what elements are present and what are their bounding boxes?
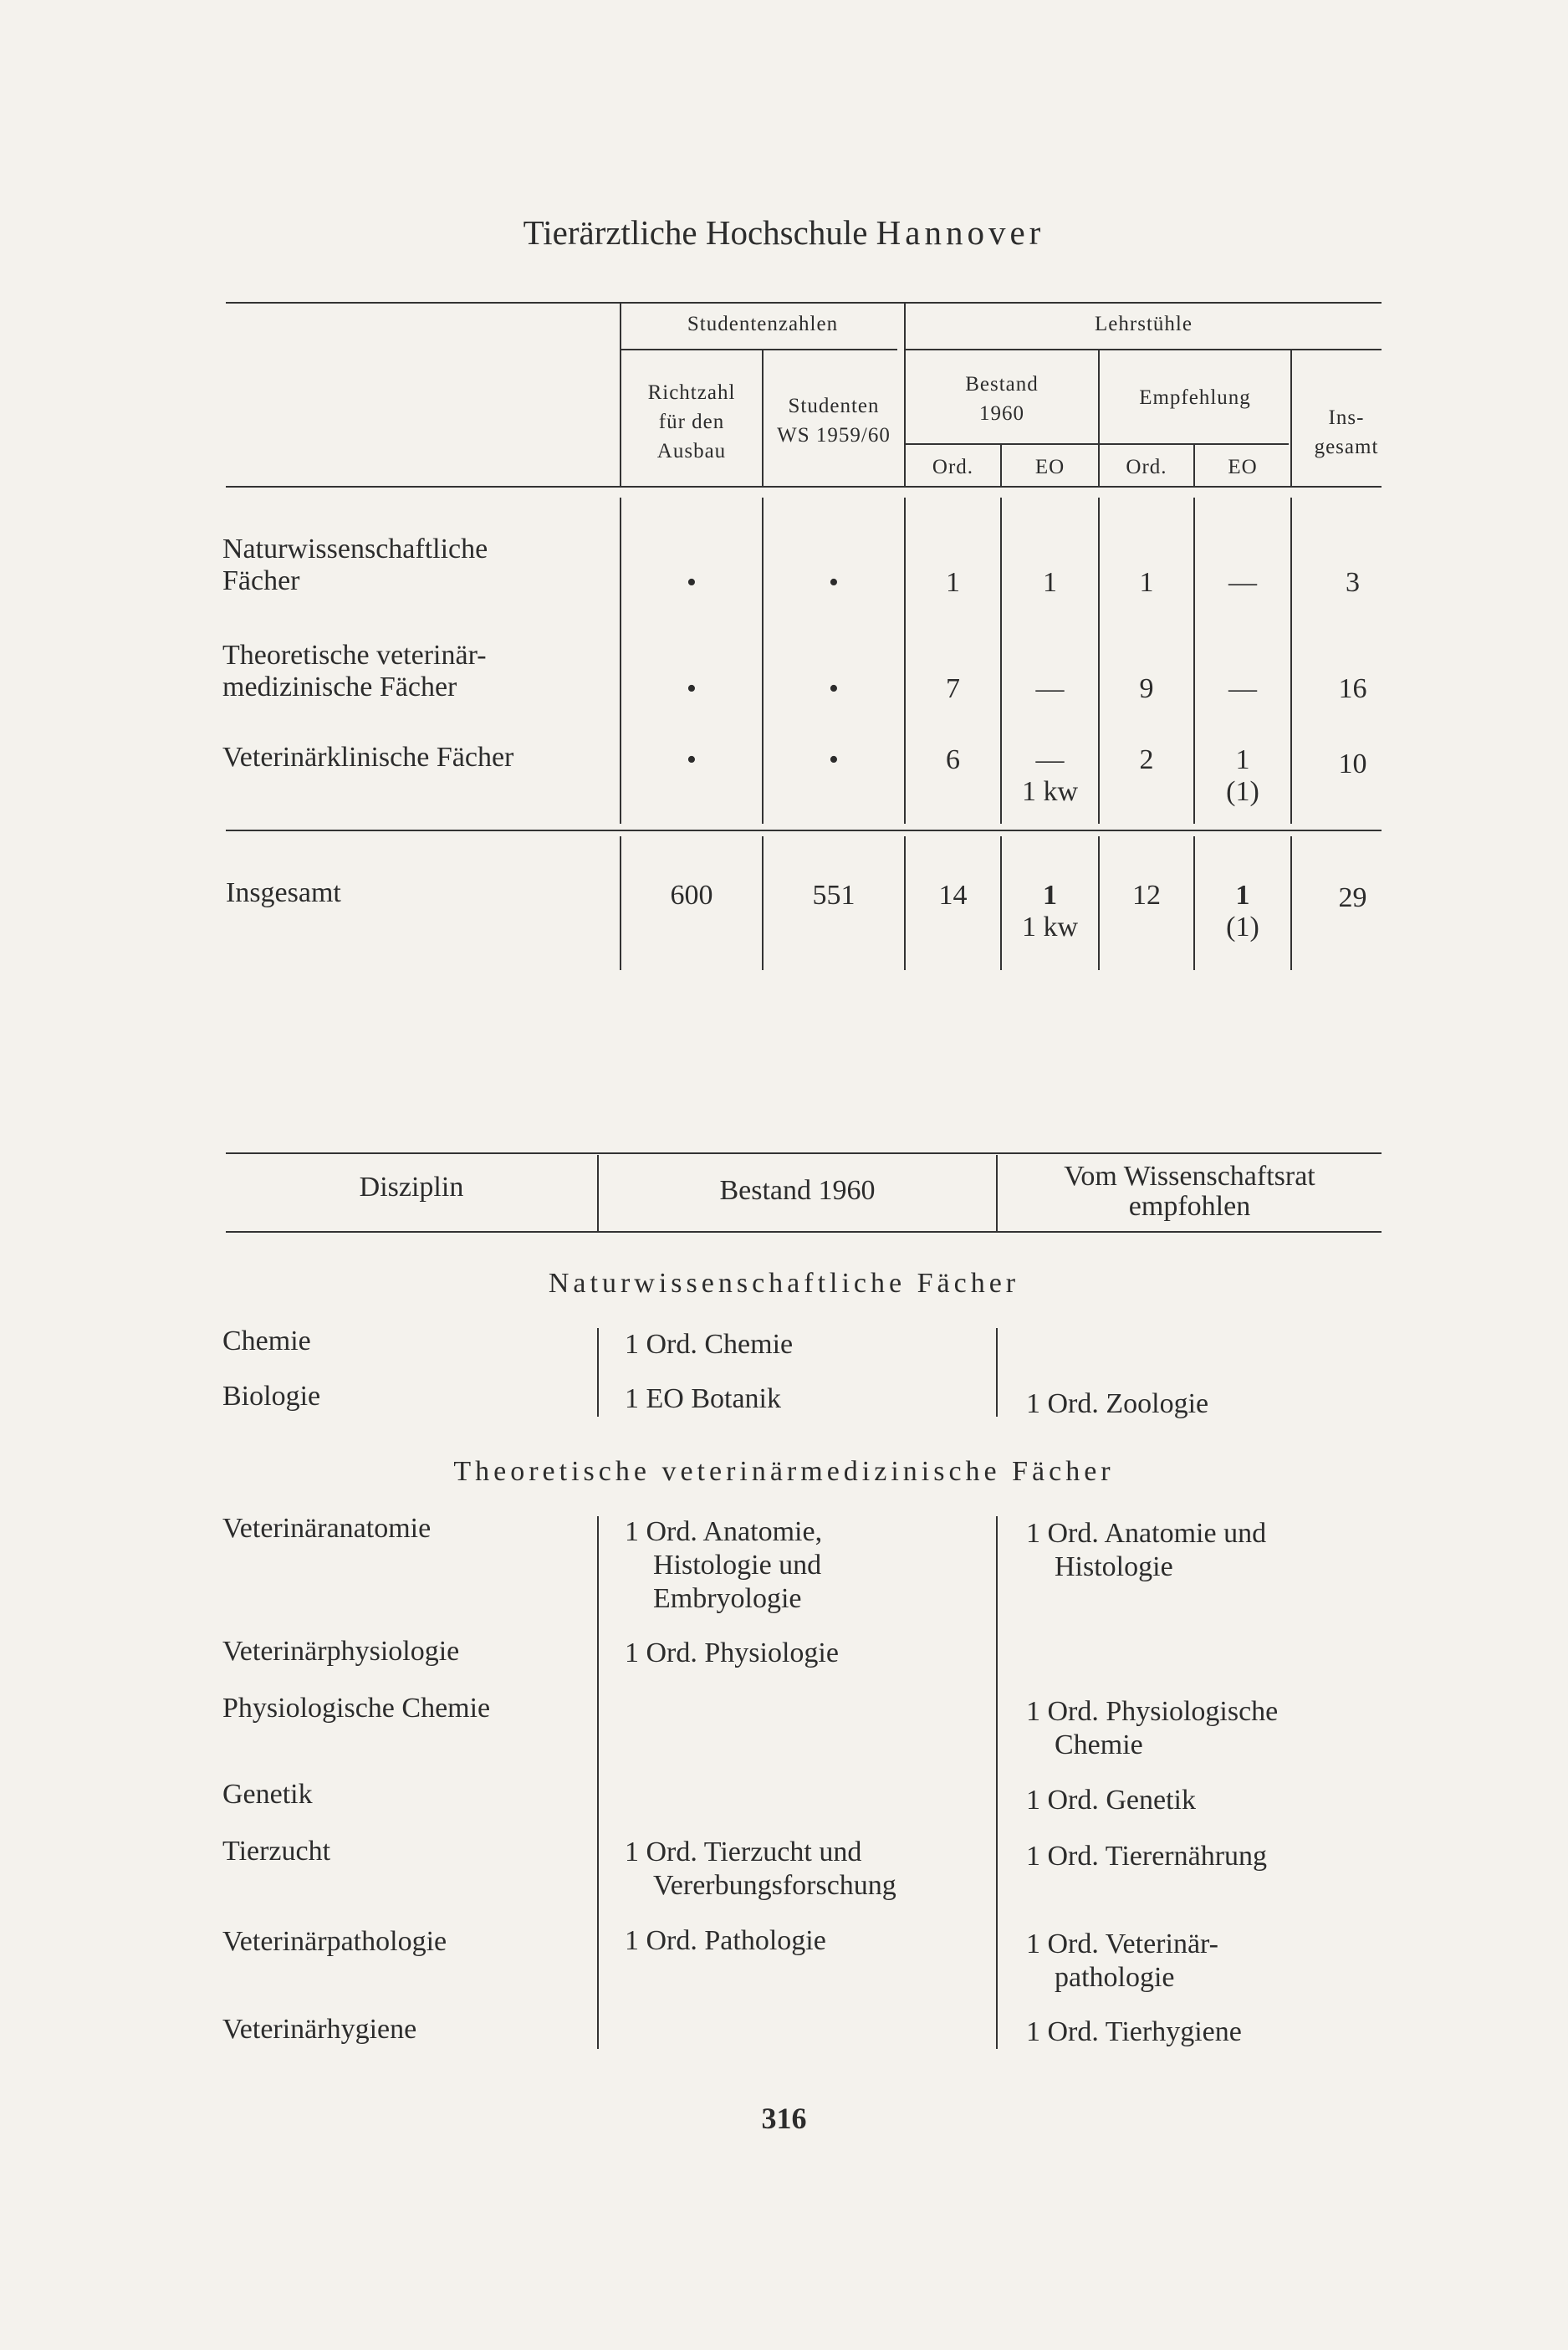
page-number: 316: [761, 2102, 807, 2135]
table1-total-rule: [226, 830, 1382, 831]
chairs-group-header: Lehrstühle: [1095, 313, 1193, 335]
studenten-header: Studenten WS 1959/60: [777, 395, 891, 447]
students-group-header: Studentenzahlen: [687, 313, 839, 335]
empfehlung-ord-header: Ord.: [1126, 456, 1167, 478]
page-title: [0, 212, 1568, 253]
section-title: Theoretische veterinärmedizinische Fächer: [453, 1456, 1115, 1487]
total-label: Insgesamt: [226, 877, 341, 908]
table2-top-rule: [226, 1152, 1382, 1154]
bestand-1960-header: Bestand 1960: [719, 1175, 876, 1206]
insgesamt-header: Ins- gesamt: [1314, 406, 1379, 458]
title-city: Hannover: [876, 213, 1045, 252]
row-label: Naturwissenschaftliche Fächer: [222, 534, 488, 596]
bestand-eo-header: EO: [1034, 456, 1065, 478]
section-title: Naturwissenschaftliche Fächer: [548, 1268, 1020, 1299]
table1-header-bottom-rule: [226, 486, 1382, 488]
row-label: Veterinärklinische Fächer: [222, 742, 514, 773]
disziplin-header: Disziplin: [359, 1172, 464, 1203]
table2-header-rule: [226, 1231, 1382, 1233]
row-label: Theoretische veterinär- medizinische Fächer: [222, 640, 487, 702]
ord-eo-rule: [906, 443, 1289, 445]
empfehlung-header: Empfehlung: [1139, 386, 1251, 409]
bestand-ord-header: Ord.: [932, 456, 974, 478]
richtzahl-header: Richtzahl für den Ausbau: [647, 381, 736, 462]
table1-top-rule: [226, 302, 1382, 304]
chairs-group-rule: [906, 349, 1382, 350]
bestand-header: Bestand 1960: [965, 373, 1039, 425]
title-institution: Tierärztliche Hochschule: [523, 213, 868, 252]
students-group-rule: [621, 349, 897, 350]
empfohlen-header: Vom Wissenschaftsrat empfohlen: [1064, 1161, 1315, 1222]
empfehlung-eo-header: EO: [1228, 456, 1258, 478]
